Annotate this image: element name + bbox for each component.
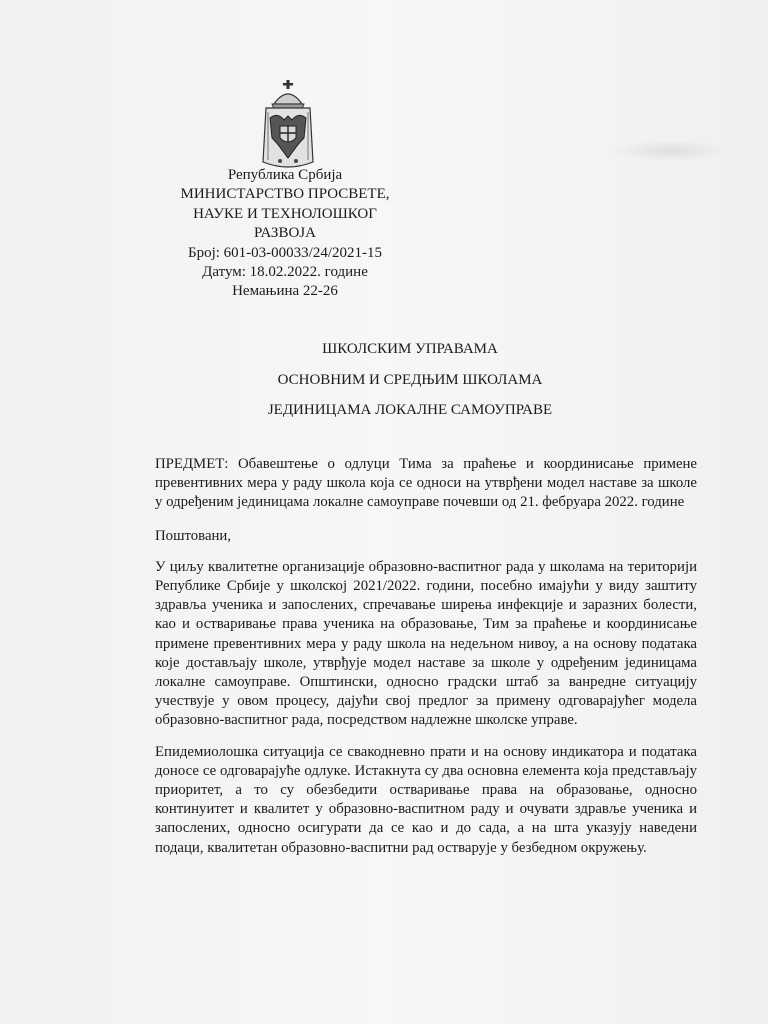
address: Немањина 22-26 [232,283,338,300]
recipient-line: ЈЕДИНИЦАМА ЛОКАЛНЕ САМОУПРАВЕ [267,402,553,418]
body-paragraph: Епидемиолошка ситуација се свакодневно прати и на основу индикатора и података доносе се одговарајуће одлуке. Истакнута су два основна елемента која представљају приоритет, а то су обезбедити остваривање права на образовање, односно континуитет и квалитет у образовно-васпитном раду и очувати здравље ученика и запослених, односно осигурати да се као и до сада, а на шта указују наведени подаци, квалитетан образовно-васпитни рад остварује у безбедном окружењу. [155,743,697,856]
sender-header [160,166,410,302]
salutation: Поштовани, [155,527,232,544]
ministry-name-line-2: НАУКЕ И ТЕХНОЛОШКОГ [193,205,377,222]
reference-number: Број: 601-03-00033/24/2021-15 [187,244,383,261]
ministry-name-line-3: РАЗВОЈА [254,225,316,242]
recipient-line: ШКОЛСКИМ УПРАВАМА [322,341,498,357]
recipient-line: ОСНОВНИМ И СРЕДЊИМ ШКОЛАМА [277,371,543,388]
body-paragraph: У циљу квалитетне организације образовно-васпитног рада у школама на територији Републике Србије у школској 2021/2022. години, посебно имајући у виду заштиту здравља ученика и запослених, спречавање ширења инфекције и заразних болести, као и остваривање права ученика на образовање, Тим за праћење и координисање примене превентивних мера у раду школа на недељном нивоу, а на основу података које достављају школе, утврђује модел наставе за школе у одређеним јединицама локалне самоуправе. Општински, односно градски штаб за ванредне ситуацију учествује у овом процесу, дајући свој предлог за примену одговарајућег модела образовно-васпитног рада, посредством надлежне школске управе. [155,558,697,729]
document-date: Датум: 18.02.2022. године [202,264,368,281]
recipients-block [200,340,620,432]
coat-of-arms-icon [260,78,316,172]
ministry-name-line-1: МИНИСТАРСТВО ПРОСВЕТЕ, [180,186,390,203]
letter-body [155,455,697,870]
subject-line: ПРЕДМЕТ: Обавештење о одлуци Тима за праћење и координисање примене превентивних мера у раду школа која се односи на утврђени модел наставе за школе у одређеним јединицама локалне самоуправе почевши од 21. фебруара 2022. године [155,456,697,511]
show-through-mark [610,140,730,162]
country-name: Република Србија [227,167,343,183]
